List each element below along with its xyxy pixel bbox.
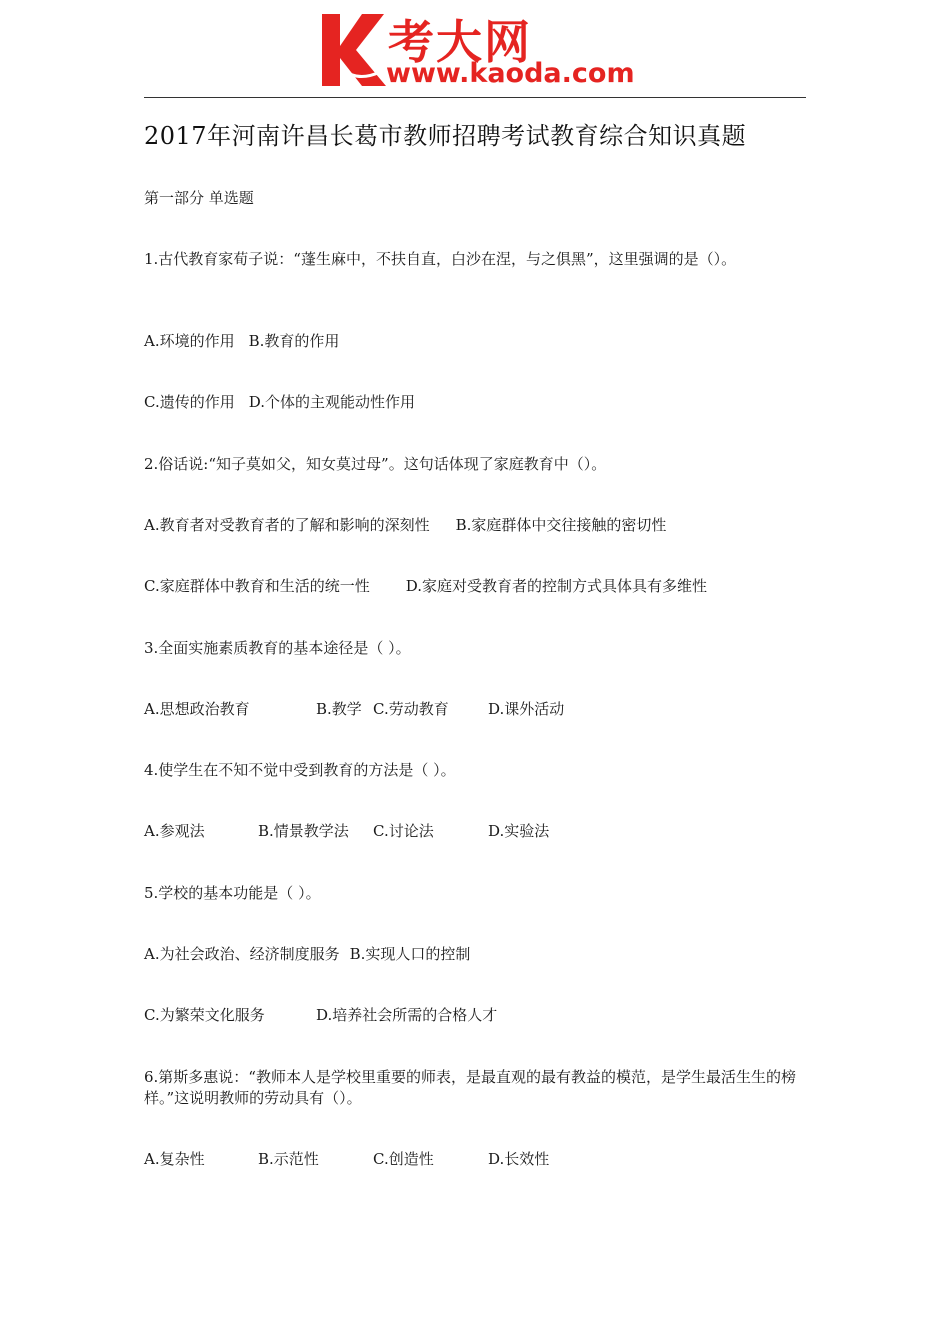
page-header [0,0,950,100]
question-stem: 6.第斯多惠说：“教师本人是学校里重要的师表，是最直观的最有教益的模范，是学生最活生生的榜样。”这说明教师的劳动具有（）。 [144,1068,796,1107]
option-a: A.参观法 [144,822,205,840]
question-stem: 1.古代教育家荀子说：“蓬生麻中，不扶自直，白沙在涅，与之俱黑”，这里强调的是（）。 [144,250,737,268]
option-d: D.个体的主观能动性作用 [248,393,415,411]
logo-brand-text: 考大网 [388,15,532,69]
option-b: B.情景教学法 [258,822,349,840]
kaoda-logo[interactable] [318,8,648,92]
option-b: B.教学 [316,700,362,718]
option-row [144,576,707,597]
option-d: D.培养社会所需的合格人才 [316,1006,498,1024]
option-row [144,392,415,413]
logo-url-text: www.kaoda.com [386,58,635,89]
option-row [144,1149,549,1170]
option-b: B.教育的作用 [248,332,340,350]
option-a: A.教育者对受教育者的了解和影响的深刻性 [144,516,430,534]
question-stem: 5.学校的基本功能是（ ）。 [144,884,321,902]
option-row [144,944,470,965]
option-row [144,331,339,352]
option-a: A.环境的作用 [144,332,235,350]
option-c: C.家庭群体中教育和生活的统一性 [144,577,370,595]
question-stem: 2.俗话说:“知子莫如父，知女莫过母”。这句话体现了家庭教育中（）。 [144,455,607,473]
option-b: B.实现人口的控制 [349,945,471,963]
option-a: A.为社会政治、经济制度服务 [144,945,340,963]
option-c: C.创造性 [373,1150,434,1168]
option-row [144,699,564,720]
option-d: D.课外活动 [488,700,565,718]
option-b: B.示范性 [258,1150,319,1168]
option-a: A.复杂性 [144,1150,205,1168]
option-d: D.实验法 [488,822,550,840]
section-heading: 第一部分 单选题 [144,189,254,207]
option-row [144,515,666,536]
option-b: B.家庭群体中交往接触的密切性 [455,516,667,534]
question-stem: 4.使学生在不知不觉中受到教育的方法是（ ）。 [144,761,456,779]
question-stem: 3.全面实施素质教育的基本途径是（ ）。 [144,639,411,657]
option-d: D.家庭对受教育者的控制方式具体具有多维性 [405,577,707,595]
header-divider [144,97,806,98]
document-title: 2017年河南许昌长葛市教师招聘考试教育综合知识真题 [144,122,747,150]
option-d: D.长效性 [488,1150,550,1168]
option-row [144,1005,497,1026]
option-c: C.为繁荣文化服务 [144,1006,265,1024]
k-logo-icon [318,12,388,88]
option-a: A.思想政治教育 [144,700,250,718]
option-c: C.遗传的作用 [144,393,235,411]
option-c: C.讨论法 [373,822,434,840]
option-row [144,821,549,842]
option-c: C.劳动教育 [373,700,449,718]
